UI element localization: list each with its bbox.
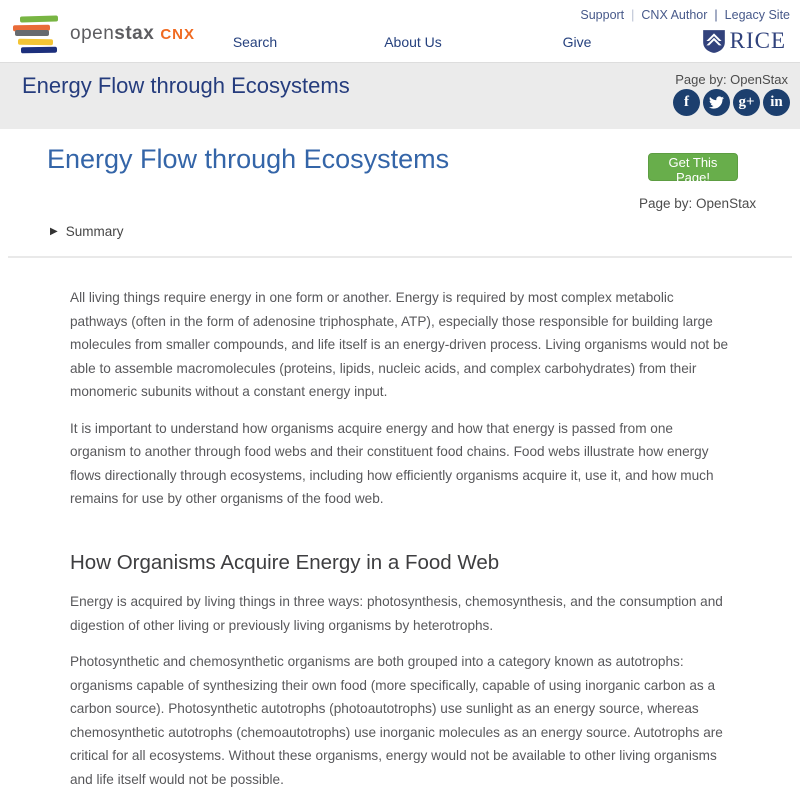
rice-shield-icon bbox=[701, 28, 727, 54]
utility-separator-2: | bbox=[714, 8, 718, 22]
facebook-icon[interactable]: f bbox=[673, 89, 700, 116]
nav-give[interactable]: Give bbox=[562, 34, 592, 50]
nav-search[interactable]: Search bbox=[232, 34, 278, 50]
logo-cnx-label: CNX bbox=[160, 25, 195, 43]
main-content bbox=[0, 129, 800, 787]
section-paragraph-2: Photosynthetic and chemosynthetic organisms are both grouped into a category known as autotrophs: organisms capable of synthesizing their own food (more specifically, capable of using inorganic carbon as a carbon source). Photosynthetic autotrophs (photoautotrophs) use sunlight as an energy source, whereas chemosynthetic autotrophs (chemoautotrophs) use inorganic molecules as an energy source. Autotrophs are critical for all ecosystems. Without these organisms, energy would not be available to other living organisms and life itself would not be possible. bbox=[70, 654, 723, 787]
openstax-logo-icon bbox=[12, 14, 60, 54]
page-title: Energy Flow through Ecosystems bbox=[47, 144, 450, 174]
utility-links bbox=[580, 8, 790, 22]
support-link[interactable]: Support bbox=[580, 8, 625, 22]
openstax-cnx-logo[interactable] bbox=[12, 14, 195, 54]
googleplus-icon[interactable]: g+ bbox=[733, 89, 760, 116]
intro-paragraph-2: It is important to understand how organisms acquire energy and how that energy is passed from one organism to another through food webs and their constituent food chains. Food webs illustrate how energy flows directionally through ecosystems, including how efficiently organisms acquire it, use it, and how much remains for use by other organisms of the food web. bbox=[70, 420, 714, 506]
logo-wordmark: openstax bbox=[70, 23, 155, 44]
rice-wordmark: RICE bbox=[729, 28, 786, 53]
linkedin-icon[interactable]: in bbox=[763, 89, 790, 116]
banner-page-title: Energy Flow through Ecosystems bbox=[22, 73, 350, 98]
twitter-icon[interactable] bbox=[703, 89, 730, 116]
banner-page-by: Page by: OpenStax bbox=[675, 72, 788, 87]
summary-expander[interactable] bbox=[50, 224, 123, 239]
caret-right-icon: ▶ bbox=[50, 226, 58, 237]
content-page-by: Page by: OpenStax bbox=[639, 196, 757, 211]
section-divider bbox=[8, 256, 792, 258]
social-share-row bbox=[673, 89, 790, 116]
section-heading: How Organisms Acquire Energy in a Food Web bbox=[70, 550, 500, 574]
summary-label: Summary bbox=[65, 224, 124, 239]
top-navbar bbox=[0, 0, 800, 62]
article-body bbox=[70, 286, 732, 804]
rice-logo[interactable] bbox=[701, 28, 786, 54]
cnx-author-link[interactable]: CNX Author bbox=[641, 8, 708, 22]
section-paragraph-1: Energy is acquired by living things in three ways: photosynthesis, chemosynthesis, and the consumption and digestion of other living or previously living organisms by heterotrophs. bbox=[70, 594, 723, 633]
page-banner bbox=[0, 62, 800, 129]
legacy-site-link[interactable]: Legacy Site bbox=[724, 8, 790, 22]
utility-separator: | bbox=[631, 8, 635, 22]
nav-about-us[interactable]: About Us bbox=[384, 34, 442, 50]
get-this-page-button[interactable]: Get This Page! bbox=[648, 153, 738, 181]
main-nav bbox=[215, 34, 607, 50]
intro-paragraph-1: All living things require energy in one form or another. Energy is required by most complex metabolic pathways (often in the form of adenosine triphosphate, ATP), especially those responsible for building large molecules from smaller compounds, and life itself is an energy-driven process. Living organisms would not be able to assemble macromolecules (proteins, lipids, nucleic acids, and complex carbohydrates) from their monomeric subunits without a constant energy input. bbox=[70, 290, 729, 399]
